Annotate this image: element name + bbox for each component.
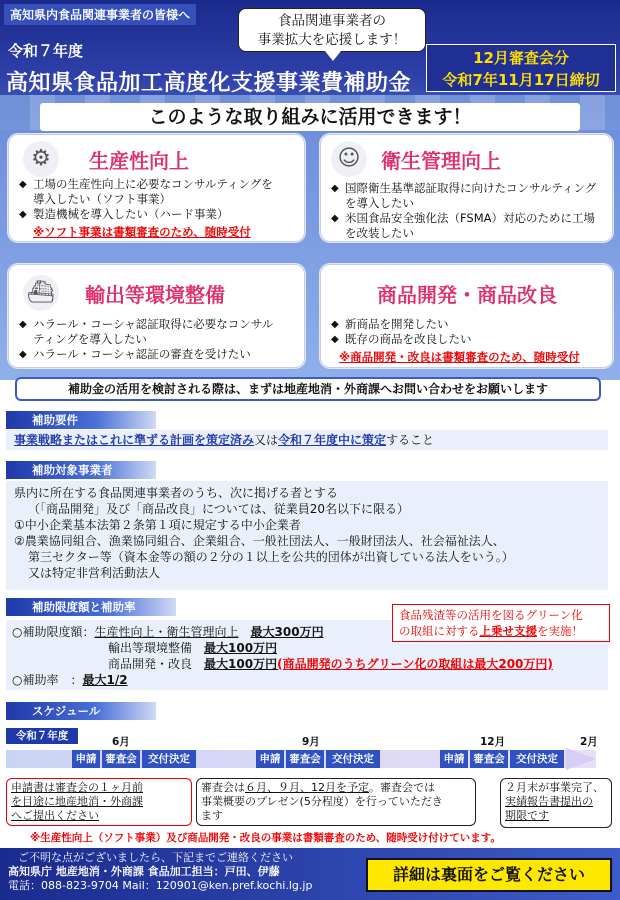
bubble-line1: 食品関連事業者の — [278, 13, 386, 29]
card-list — [19, 177, 299, 222]
footer-contact: 電話：088-823-9704 Mail：120901@ken.pref.kochi.lg.jp — [8, 879, 313, 892]
list-item: ◆ 工場の生産性向上に必要なコンサルティングを 導入したい（ソフト事業） — [19, 177, 299, 207]
eligible-line: 第三セクター等（資本金等の額の２分の１以上を公共的団体が出資している法人をいう。） — [28, 550, 514, 564]
requirement-part3: 令和７年度中に策定 — [278, 433, 387, 447]
requirement-part2: 又は — [254, 433, 279, 447]
month-sep: 9月 — [302, 736, 320, 748]
section-eligible: 補助対象事業者 — [6, 461, 156, 479]
card-hygiene — [320, 134, 613, 242]
schedule-footnote: ※生産性向上（ソフト事業）及び商品開発・改良の事業は書類審査のため、随時受け付けています。 — [30, 832, 501, 844]
ship-icon: ⛴ — [23, 275, 59, 311]
eligible-text — [6, 481, 608, 590]
card-title: 衛生管理向上 — [381, 149, 501, 173]
card-title: 輸出等環境整備 — [85, 283, 225, 307]
month-feb: 2月 — [580, 736, 598, 748]
footer-line2: 高知県庁 地産地消・外商課 食品加工担当：戸田、伊藤 — [8, 865, 280, 878]
note-line: ます — [201, 809, 223, 822]
list-item: ◆ ハラール・コーシャ認証の審査を受けたい — [19, 347, 299, 362]
step-review: 審査会 — [286, 750, 324, 768]
note-line: 審査会は６月、９月、12月を予定。審査会では — [201, 781, 435, 794]
list-item: ◆ 国際衛生基準認証取得に向けたコンサルティング を導入したい — [331, 181, 611, 211]
note-line: 事業概要のプレゼン(5分程度）を行っていただき — [201, 795, 443, 808]
step-apply: 申請 — [72, 750, 100, 768]
timeline-arrow-head — [566, 748, 596, 770]
audience-label: 高知県内食品関連事業者の皆様へ — [4, 4, 196, 25]
note-line: を目途に地産地消・外商課 — [11, 795, 143, 808]
eligible-line: 又は特定非営利活動法人 — [28, 566, 161, 580]
step-grant: 交付決定 — [326, 750, 380, 768]
requirement-part4: すること — [386, 433, 435, 447]
contact-notice: 補助金の活用を検討される際は、まずは地産地消・外商課へお問い合わせをお願いします — [15, 377, 601, 401]
card-product — [320, 264, 613, 368]
green-line2: の取組に対する上乗せ支援を実施！ — [399, 624, 583, 638]
step-grant: 交付決定 — [510, 750, 564, 768]
limit-row: 輸出等環境整備 最大100万円 — [108, 641, 278, 655]
eligible-line: 県内に所在する食品関連事業者のうち、次に掲げる者とする — [14, 486, 339, 500]
deadline-box — [426, 44, 616, 92]
note-review — [196, 778, 476, 826]
eligible-line: ①中小企業基本法第２条第１項に規定する中小企業者 — [14, 518, 301, 532]
section-limits: 補助限度額と補助率 — [6, 598, 176, 616]
schedule-year: 令和７年度 — [6, 728, 78, 744]
step-review: 審査会 — [470, 750, 508, 768]
card-title: 生産性向上 — [89, 149, 189, 173]
note-line: ２月末が事業完了、 — [505, 781, 604, 794]
section-requirements: 補助要件 — [6, 411, 156, 429]
requirement-part1: 事業戦略またはこれに準ずる計画を策定済み — [14, 433, 255, 447]
page-title: 高知県食品加工高度化支援事業費補助金 — [6, 71, 412, 96]
note-completion — [500, 778, 612, 828]
see-reverse-banner: 詳細は裏面をご覧ください — [366, 858, 612, 892]
deadline-line2: 令和7年11月17日締切 — [442, 71, 600, 89]
card-list — [331, 317, 611, 347]
list-item: ◆ 既存の商品を改良したい — [331, 332, 611, 347]
fiscal-year: 令和７年度 — [8, 42, 84, 60]
step-grant: 交付決定 — [142, 750, 196, 768]
step-apply: 申請 — [440, 750, 468, 768]
rate-row: ○補助率 ：最大1/2 — [12, 673, 128, 687]
green-support-callout — [392, 604, 610, 642]
list-item: ◆ ハラール・コーシャ認証取得に必要なコンサル ティングを導入したい — [19, 317, 299, 347]
card-note: ※ソフト事業は書類審査のため、随時受付 — [33, 225, 251, 239]
note-line: 期限です — [505, 809, 549, 822]
card-list — [19, 317, 299, 362]
note-line: 申請書は審査会の１ヶ月前 — [11, 781, 143, 794]
speech-bubble — [238, 8, 426, 52]
note-apply — [6, 778, 192, 826]
limit-row: ○補助限度額：生産性向上・衛生管理向上 最大300万円 — [12, 625, 324, 639]
card-list — [331, 181, 611, 241]
eligible-line: ②農業協同組合、漁業協同組合、企業組合、一般社団法人、一般財団法人、社会福祉法人、 — [14, 534, 505, 548]
section-schedule: スケジュール — [6, 702, 156, 720]
step-review: 審査会 — [102, 750, 140, 768]
note-line: へご提出ください — [11, 809, 99, 822]
robot-arm-icon: ⚙ — [23, 141, 59, 177]
eligible-line: （「商品開発」及び「商品改良」については、従業員20名以下に限る） — [28, 502, 410, 516]
card-note: ※商品開発・改良は書類審査のため、随時受付 — [339, 350, 580, 364]
note-line: 実績報告書提出の — [505, 795, 593, 808]
list-item: ◆ 米国食品安全強化法（FSMA）対応のために工場 を改装したい — [331, 211, 611, 241]
card-title: 商品開発・商品改良 — [377, 283, 557, 307]
list-item: ◆ 製造機械を導入したい（ハード事業） — [19, 207, 299, 222]
chef-icon: ☺ — [331, 141, 367, 177]
subheading: このような取り組みに活用できます！ — [40, 103, 580, 131]
card-export — [8, 264, 305, 368]
limit-row: 商品開発・改良 最大100万円(商品開発のうちグリーン化の取組は最大200万円) — [108, 657, 553, 671]
bubble-line2: 事業拡大を応援します！ — [257, 32, 407, 48]
step-apply: 申請 — [256, 750, 284, 768]
card-productivity — [8, 134, 305, 242]
green-line1: 食品残渣等の活用を図るグリーン化 — [399, 608, 583, 622]
month-dec: 12月 — [480, 736, 506, 748]
footer-line1: ご不明な点がございましたら、下記までご連絡ください — [18, 851, 293, 864]
month-jun: 6月 — [112, 736, 130, 748]
deadline-line1: 12月審査会分 — [473, 49, 569, 67]
list-item: ◆ 新商品を開発したい — [331, 317, 611, 332]
requirements-text — [6, 430, 608, 450]
